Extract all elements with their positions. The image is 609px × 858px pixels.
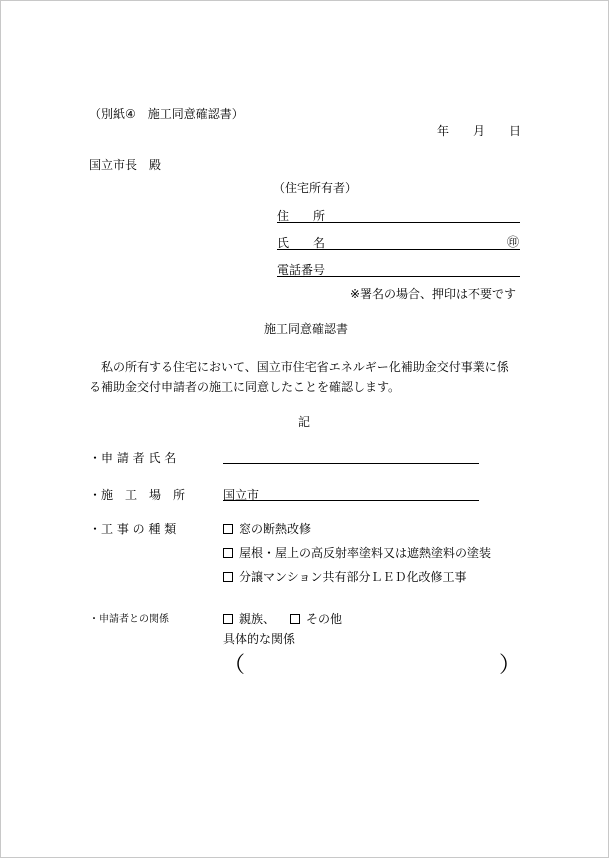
checkbox-icon[interactable] [223, 548, 233, 558]
address-label: 住 所 [277, 209, 326, 223]
addressee: 国立市長 殿 [89, 158, 162, 172]
work-type-label: ・工 事 の 種 類 [89, 522, 177, 536]
name-label: 氏 名 [277, 236, 326, 250]
relation-option-relative[interactable] [223, 612, 275, 626]
appendix-label: （別紙④ 施工同意確認書） [89, 107, 244, 121]
document-title: 施工同意確認書 [264, 322, 349, 336]
ki-heading: 記 [298, 415, 311, 429]
relation-label: ・申請者との関係 [89, 614, 169, 625]
date-month: 月 [473, 124, 486, 138]
relation-detail-field[interactable] [241, 657, 503, 677]
site-value: 国立市 [223, 488, 260, 502]
work-option-label: 屋根・屋上の高反射率塗料又は遮熱塗料の塗装 [239, 546, 492, 560]
work-option-label: 窓の断熱改修 [239, 522, 312, 536]
checkbox-icon[interactable] [223, 614, 233, 624]
relation-option-label: 親族、 [239, 612, 276, 626]
checkbox-icon[interactable] [223, 524, 233, 534]
body-paragraph: 私の所有する住宅において、国立市住宅省エネルギー化補助金交付事業に係る補助金交付申請者の施工に同意したことを確認します。 [89, 360, 509, 394]
site-field[interactable] [223, 500, 479, 501]
work-option-window[interactable] [223, 522, 311, 536]
checkbox-icon[interactable] [290, 614, 300, 624]
checkbox-icon[interactable] [223, 572, 233, 582]
work-option-roof[interactable] [223, 546, 491, 560]
site-label: ・施 工 場 所 [89, 488, 186, 502]
date-day: 日 [509, 124, 522, 138]
work-option-label: 分譲マンション共有部分ＬＥＤ化改修工事 [239, 570, 467, 584]
seal-note: ※署名の場合、押印は不要です [350, 287, 517, 301]
name-field[interactable] [277, 249, 520, 250]
relation-option-label: その他 [306, 612, 343, 626]
owner-heading: （住宅所有者） [273, 181, 358, 195]
work-option-led[interactable] [223, 570, 466, 584]
address-field[interactable] [277, 222, 520, 223]
relation-option-other[interactable] [290, 612, 342, 626]
date-year: 年 [437, 124, 450, 138]
seal-mark: ㊞ [507, 235, 520, 249]
paren-close: ） [499, 653, 522, 678]
phone-label: 電話番号 [277, 263, 326, 277]
applicant-name-field[interactable] [223, 463, 479, 464]
paren-open: （ [223, 653, 246, 678]
applicant-name-label: ・申 請 者 氏 名 [89, 451, 177, 465]
phone-field[interactable] [277, 276, 520, 277]
relation-detail-label: 具体的な関係 [223, 632, 296, 646]
